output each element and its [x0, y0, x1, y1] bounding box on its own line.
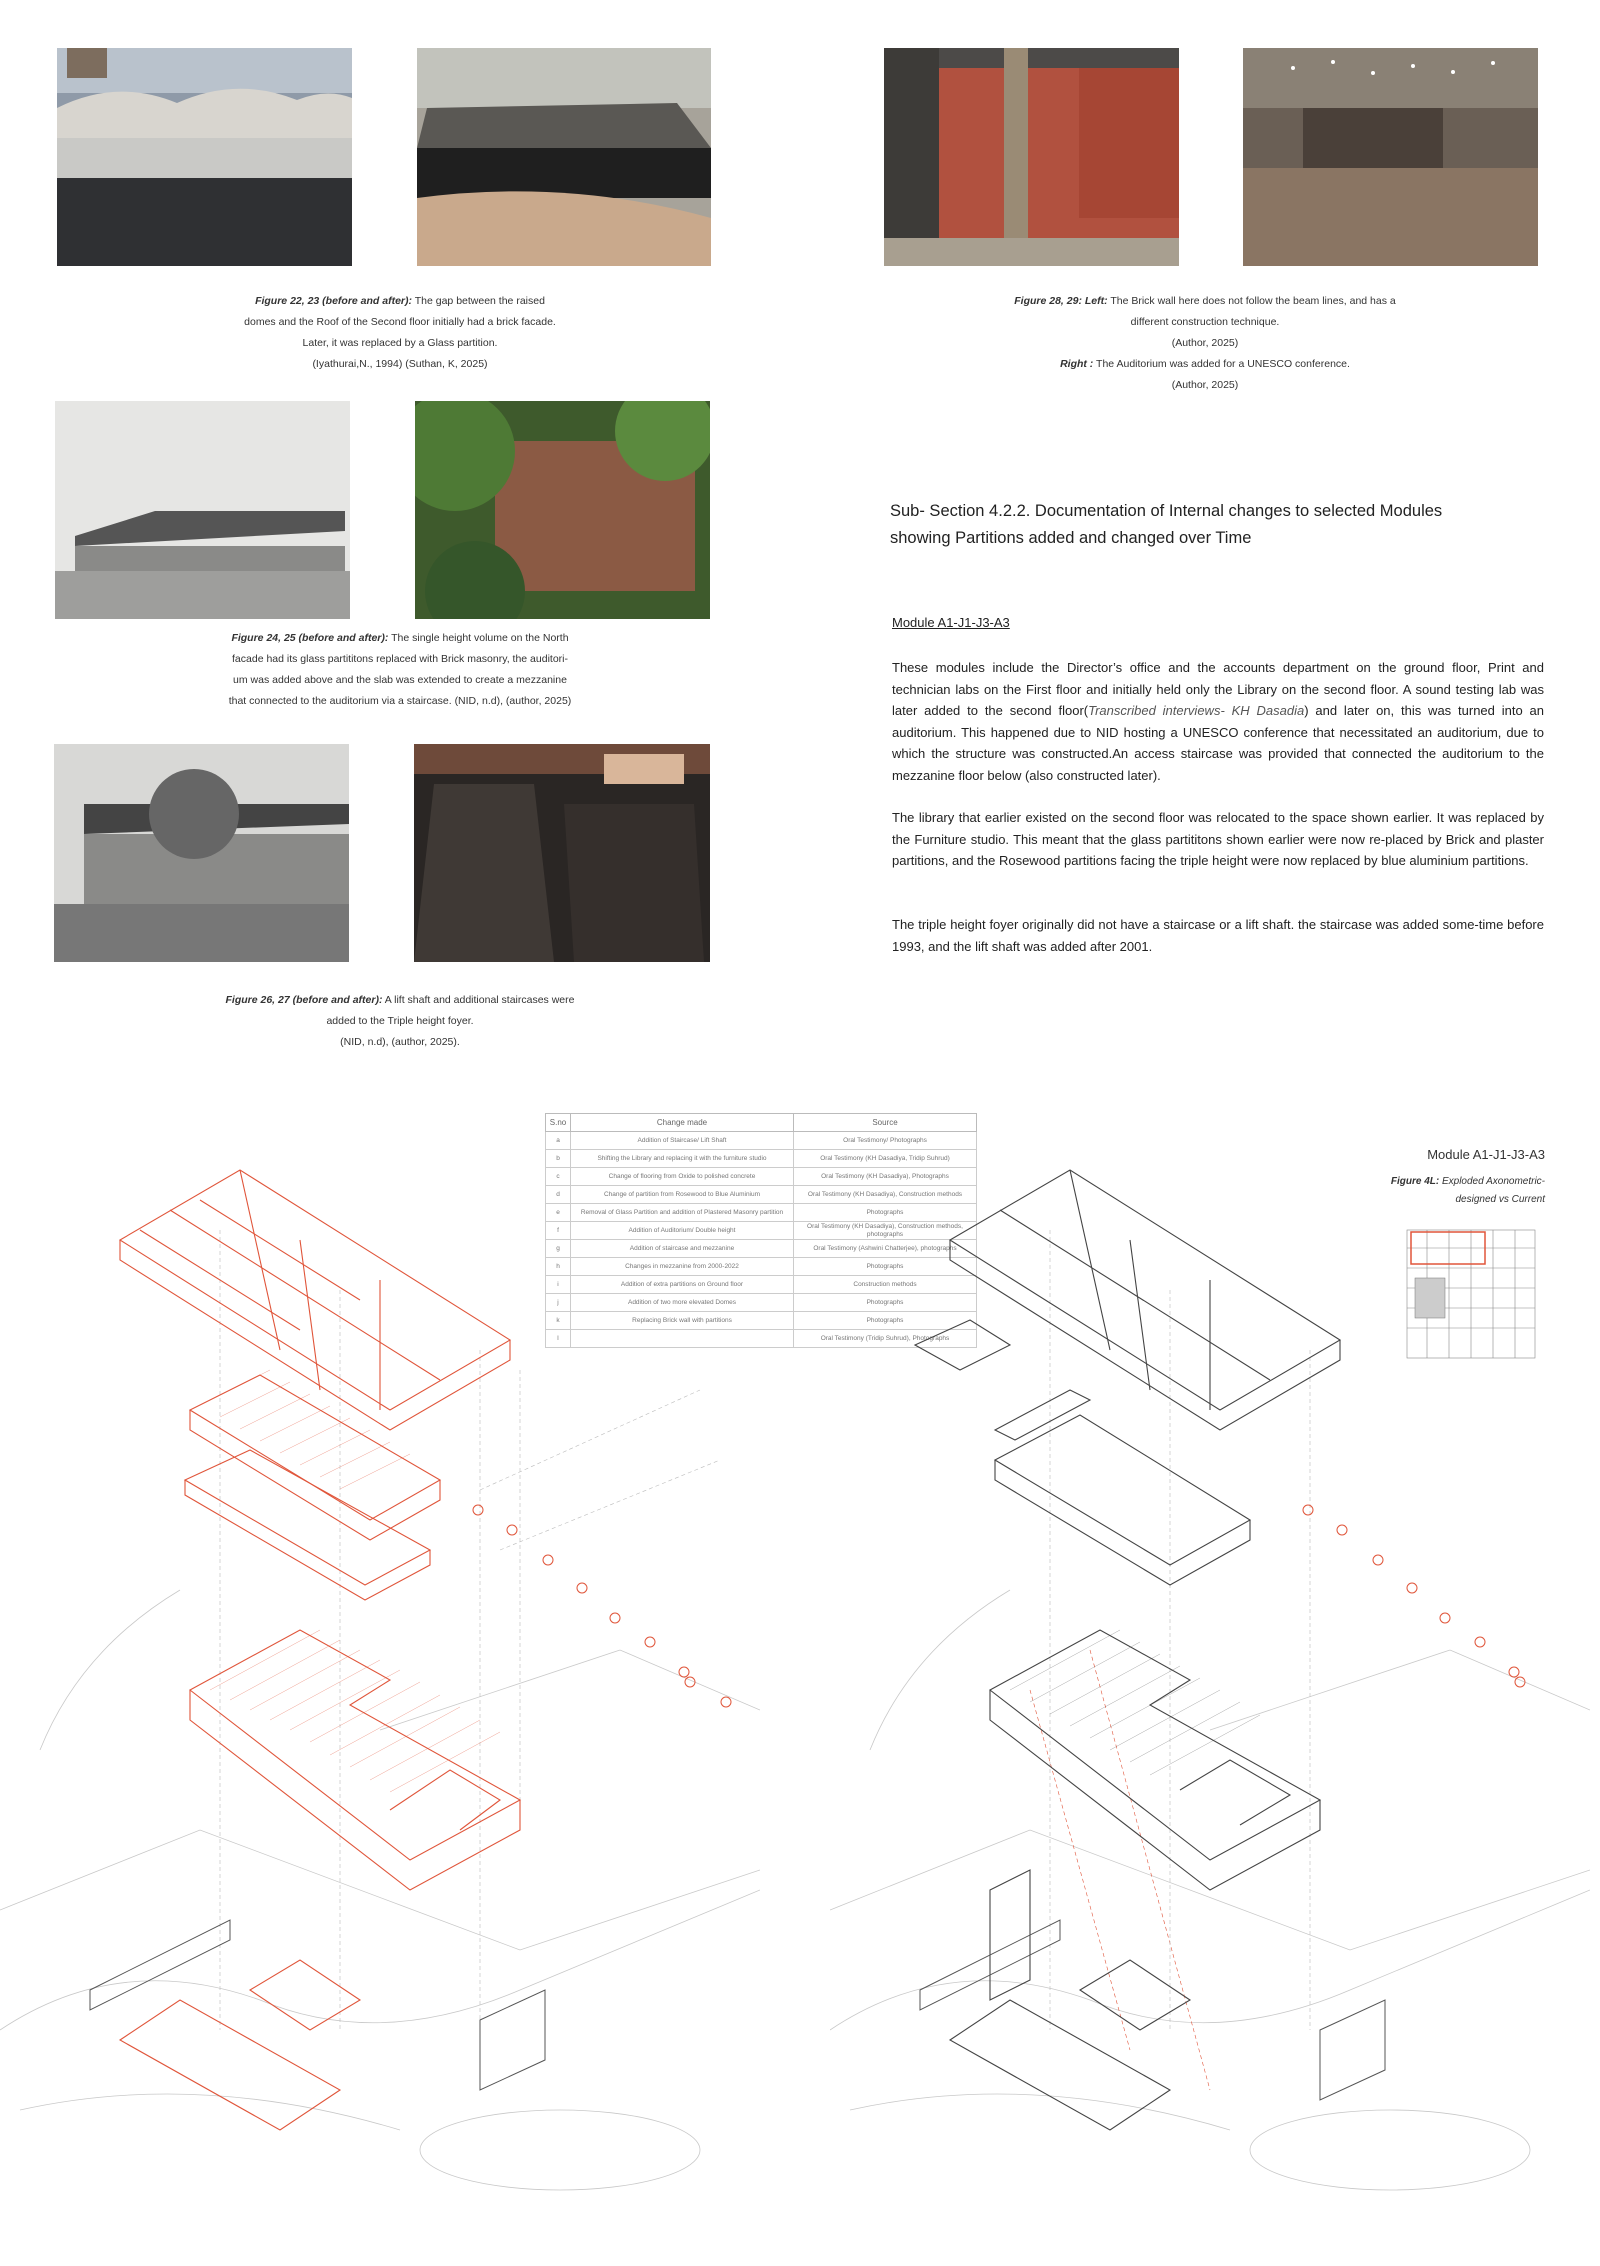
table-cell: Addition of Staircase/ Lift Shaft: [571, 1132, 794, 1150]
caption-line: (Author, 2025): [1171, 337, 1239, 349]
photo-fig25-after: [415, 401, 710, 619]
table-cell: Addition of two more elevated Domes: [571, 1294, 794, 1312]
photo-fig28-brick-wall: [884, 48, 1179, 266]
caption-line: (NID, n.d), (author, 2025).: [340, 1036, 460, 1048]
caption-label: Figure 24, 25 (before and after):: [231, 632, 389, 644]
drawing-figure-label: Figure 4L:: [1390, 1176, 1440, 1187]
table-cell: Photographs: [794, 1204, 977, 1222]
table-cell: Photographs: [794, 1258, 977, 1276]
photo-fig23-after: [417, 48, 711, 266]
table-cell: Oral Testimony (KH Dasadiya, Tridip Suhrud): [794, 1150, 977, 1168]
table-cell: h: [546, 1258, 571, 1276]
caption-label: Figure 22, 23 (before and after):: [255, 295, 413, 307]
caption-label: Figure 26, 27 (before and after):: [225, 994, 383, 1006]
caption-line: facade had its glass partititons replaced with Brick masonry, the auditori-: [232, 653, 568, 665]
table-cell: j: [546, 1294, 571, 1312]
caption-fig24-25: [180, 628, 620, 712]
table-cell: Change of flooring from Oxide to polished concrete: [571, 1168, 794, 1186]
paragraph-text: These modules include the Director’s office and the accounts department on the ground floor, Print and technician labs on the First floor and initially held only the Library on the second floor. A sound testing lab was later added to the second floor(: [892, 660, 1544, 718]
table-cell: Addition of Auditorium/ Double height: [571, 1222, 794, 1240]
photo-fig27-after: [414, 744, 710, 962]
table-cell: Replacing Brick wall with partitions: [571, 1312, 794, 1330]
table-cell: Construction methods: [794, 1276, 977, 1294]
caption-line: that connected to the auditorium via a staircase. (NID, n.d), (author, 2025): [228, 695, 572, 707]
table-cell: a: [546, 1132, 571, 1150]
caption-line: (Author, 2025): [1171, 379, 1239, 391]
table-cell: Photographs: [794, 1294, 977, 1312]
drawing-figure-text: designed vs Current: [1455, 1194, 1545, 1205]
axonometric-designed: [0, 1130, 760, 2210]
table-header-sno: S.no: [546, 1114, 571, 1132]
paragraph-1: [892, 657, 1544, 786]
caption-text: The gap between the raised: [412, 295, 545, 307]
photo-fig26-before: [54, 744, 349, 962]
caption-label: Figure 28, 29: Left:: [1014, 295, 1108, 307]
caption-line: Later, it was replaced by a Glass partition.: [302, 337, 498, 349]
module-title: Module A1-J1-J3-A3: [892, 615, 1010, 630]
caption-text: The Brick wall here does not follow the beam lines, and has a: [1107, 295, 1396, 307]
paragraph-citation: Transcribed interviews- KH Dasadia: [1088, 703, 1305, 718]
caption-line: um was added above and the slab was extended to create a mezzanine: [233, 674, 567, 686]
table-cell: Oral Testimony (KH Dasadiya), Photographs: [794, 1168, 977, 1186]
table-header-change: Change made: [571, 1114, 794, 1132]
caption-label: Right :: [1060, 358, 1094, 370]
section-heading: [890, 498, 1530, 552]
table-cell: Addition of staircase and mezzanine: [571, 1240, 794, 1258]
table-cell: Oral Testimony (KH Dasadiya), Construction methods: [794, 1186, 977, 1204]
table-header-source: Source: [794, 1114, 977, 1132]
caption-fig22-23: [180, 291, 620, 375]
table-cell: Oral Testimony (Tridip Suhrud), Photographs: [794, 1330, 977, 1348]
table-cell: e: [546, 1204, 571, 1222]
section-heading-line: Sub- Section 4.2.2. Documentation of Internal changes to selected Modules: [890, 502, 1443, 520]
table-cell: l: [546, 1330, 571, 1348]
caption-fig26-27: [180, 990, 620, 1053]
paragraph-text: ) and later on, this was turned into an auditorium. This happened due to NID hosting a UNESCO conference that necessitated an auditorium, due to which the structure was constructed.An access staircase was provided that connected the auditorium to the mezzanine floor below (also constructed later).: [892, 703, 1544, 783]
photo-fig24-before: [55, 401, 350, 619]
table-cell: Photographs: [794, 1312, 977, 1330]
table-cell: d: [546, 1186, 571, 1204]
table-cell: b: [546, 1150, 571, 1168]
axonometric-current: [830, 1130, 1590, 2210]
table-cell: Addition of extra partitions on Ground floor: [571, 1276, 794, 1294]
caption-line: different construction technique.: [1130, 316, 1280, 328]
photo-fig29-auditorium: [1243, 48, 1538, 266]
table-cell: Removal of Glass Partition and addition of Plastered Masonry partition: [571, 1204, 794, 1222]
caption-text: The single height volume on the North: [388, 632, 569, 644]
caption-line: added to the Triple height foyer.: [326, 1015, 474, 1027]
table-cell: Changes in mezzanine from 2000-2022: [571, 1258, 794, 1276]
table-cell: Shifting the Library and replacing it with the furniture studio: [571, 1150, 794, 1168]
caption-text: A lift shaft and additional staircases were: [382, 994, 575, 1006]
drawing-module-title: Module A1-J1-J3-A3: [1427, 1147, 1545, 1162]
caption-text: The Auditorium was added for a UNESCO conference.: [1093, 358, 1350, 370]
table-cell: g: [546, 1240, 571, 1258]
table-cell: f: [546, 1222, 571, 1240]
table-cell: Change of partition from Rosewood to Blue Aluminium: [571, 1186, 794, 1204]
caption-fig28-29: [985, 291, 1425, 396]
paragraph-text: The library that earlier existed on the second floor was relocated to the space shown earlier. It was replaced by the Furniture studio. This meant that the glass partititons shown earlier were now re-placed by Brick and plaster partitions, and the Rosewood partitions facing the triple height were now replaced by blue aluminium partitions.: [892, 810, 1544, 868]
drawing-figure-text: Exploded Axonometric-: [1439, 1176, 1545, 1187]
caption-line: domes and the Roof of the Second floor initially had a brick facade.: [244, 316, 556, 328]
section-heading-line: showing Partitions added and changed over Time: [890, 529, 1252, 547]
table-cell: Oral Testimony (Ashwini Chatterjee), photographs: [794, 1240, 977, 1258]
paragraph-3: [892, 914, 1544, 957]
table-cell: Oral Testimony/ Photographs: [794, 1132, 977, 1150]
table-cell: i: [546, 1276, 571, 1294]
caption-line: (Iyathurai,N., 1994) (Suthan, K, 2025): [312, 358, 488, 370]
paragraph-2: [892, 807, 1544, 872]
table-cell: Oral Testimony (KH Dasadiya), Construction methods, photographs: [794, 1222, 977, 1240]
table-cell: c: [546, 1168, 571, 1186]
table-cell: k: [546, 1312, 571, 1330]
paragraph-text: The triple height foyer originally did not have a staircase or a lift shaft. the staircase was added some-time before 1993, and the lift shaft was added after 2001.: [892, 917, 1544, 954]
photo-fig22-before: [57, 48, 352, 266]
